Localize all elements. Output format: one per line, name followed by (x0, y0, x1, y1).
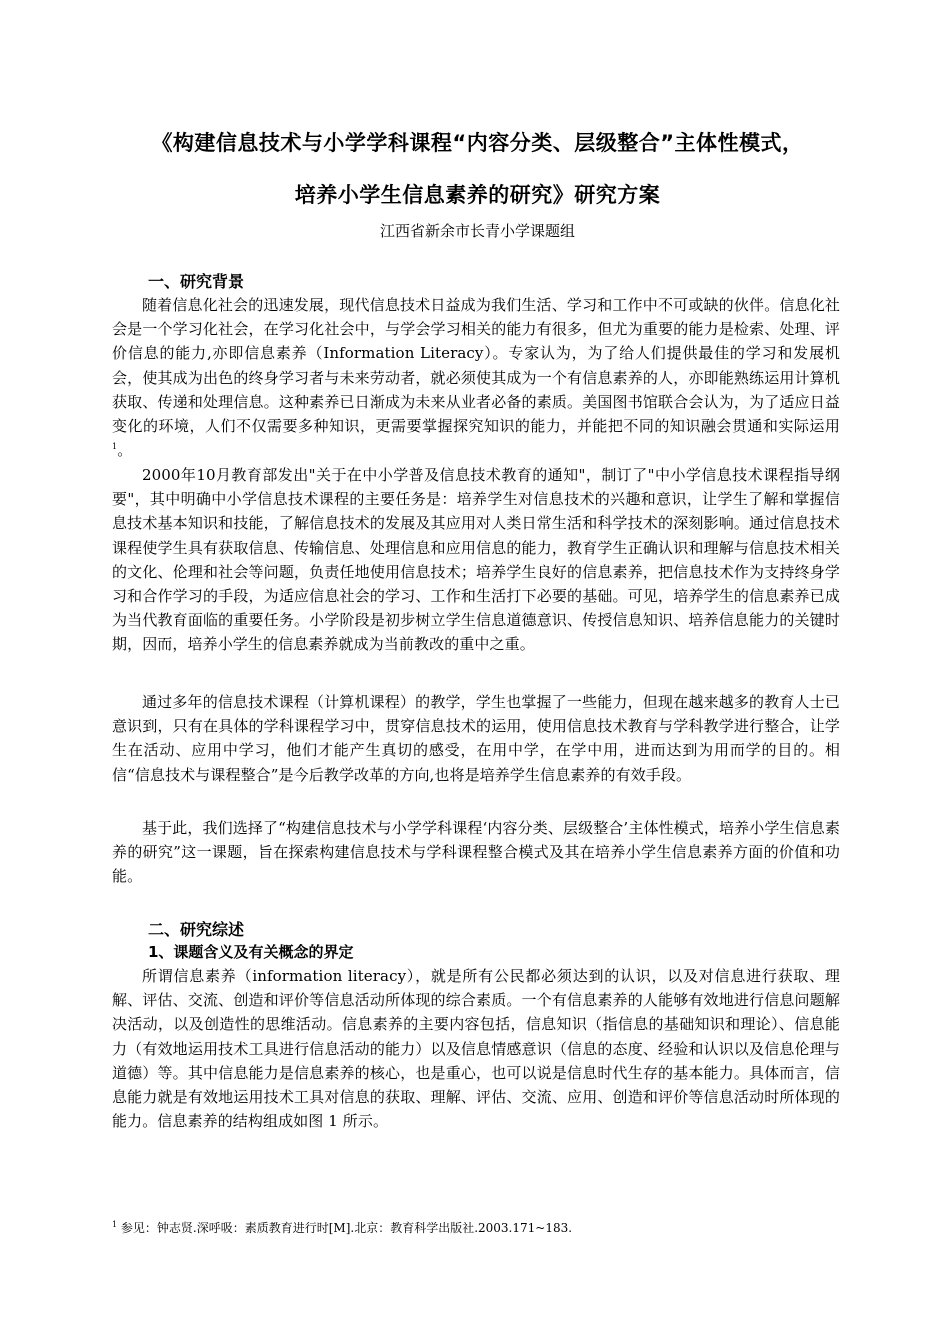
doc-title-line-2: 培养小学生信息素养的研究》研究方案 (294, 183, 661, 207)
doc-author: 江西省新余市长青小学课题组 (379, 222, 575, 240)
footnote-ref[interactable]: 1 (112, 442, 118, 452)
section-heading-background: 一、研究背景 (148, 272, 245, 291)
paragraph-background-4: 基于此，我们选择了“构建信息技术与小学学科课程‘内容分类、层级整合’主体性模式，培养小学生信息素养的研究”这一课题，旨在探索构建信息技术与学科课程整合模式及其在培养小学生信息素养方面的价值和功能。 (112, 819, 840, 886)
footnote-mark: 1 (112, 1220, 118, 1229)
paragraph-review-1: 所谓信息素养（information literacy），就是所有公民都必须达到的认识，以及对信息进行获取、理解、评估、交流、创造和评价等信息活动所体现的综合素质。一个有信息素养的人能够有效地进行信息问题解决活动，以及创造性的思维活动。信息素养的主要内容包括，信息知识（指信息的基础知识和理论）、信息能力（有效地运用技术工具进行信息活动的能力）以及信息情感意识（信息的态度、经验和认识以及信息伦理与道德）等。其中信息能力是信息素养的核心，也是重心，也可以说是信息时代生存的基本能力。具体而言，信息能力就是有效地运用技术工具对信息的获取、理解、评估、交流、应用、创造和评价等信息活动时所体现的能力。信息素养的结构组成如图 1 所示。 (112, 967, 840, 1131)
paragraph-end: 。 (117, 441, 133, 460)
paragraph-background-3: 通过多年的信息技术课程（计算机课程）的教学，学生也掌握了一些能力，但现在越来越多的教育人士已意识到，只有在具体的学科课程学习中，贯穿信息技术的运用，使用信息技术教育与学科教学进行整合，让学生在活动、应用中学习，他们才能产生真切的感受，在用中学，在学中用，进而达到为用而学的目的。相信“信息技术与课程整合”是今后教学改革的方向,也将是培养学生信息素养的有效手段。 (112, 693, 840, 784)
doc-title-line-1: 《构建信息技术与小学学科课程“内容分类、层级整合”主体性模式， (151, 131, 804, 155)
paragraph-background-2: 2000年10月教育部发出"关于在中小学普及信息技术教育的通知"，制订了"中小学信息技术课程指导纲要"，其中明确中小学信息技术课程的主要任务是：培养学生对信息技术的兴趣和意识，让学生了解和掌握信息技术基本知识和技能，了解信息技术的发展及其应用对人类日常生活和科学技术的深刻影响。通过信息技术课程使学生具有获取信息、传输信息、处理信息和应用信息的能力，教育学生正确认识和理解与信息技术相关的文化、伦理和社会等问题，负责任地使用信息技术；培养学生良好的信息素养，把信息技术作为支持终身学习和合作学习的手段，为适应信息社会的学习、工作和生活打下必要的基础。可见，培养学生的信息素养已成为当代教育面临的重要任务。小学阶段是初步树立学生信息道德意识、传授信息知识、培养信息能力的关键时期，因而，培养小学生的信息素养就成为当前教改的重中之重。 (112, 466, 840, 654)
footnote-text: 参见：钟志贤.深呼吸：素质教育进行时[M].北京：教育科学出版社.2003.171~183. (120, 1221, 573, 1235)
footnote-divider (112, 1206, 292, 1207)
paragraph-background-1 (112, 293, 840, 462)
paragraph-text: 随着信息化社会的迅速发展，现代信息技术日益成为我们生活、学习和工作中不可或缺的伙伴。信息化社会是一个学习化社会，在学习化社会中，与学会学习相关的能力有很多，但尤为重要的能力是检索、处理、评价信息的能力,亦即信息素养（Information Literacy）。专家认为，为了给人们提供最佳的学习和发展机会，使其成为出色的终身学习者与未来劳动者，就必须使其成为一个有信息素养的人，亦即能熟练运用计算机获取、传递和处理信息。这种素养已日渐成为未来从业者必备的素质。美国图书馆联合会认为，为了适应日益变化的环境，人们不仅需要多种知识，更需要掌握探究知识的能力，并能把不同的知识融会贯通和实际运用 (112, 296, 840, 436)
subsection-heading-definitions: 1、课题含义及有关概念的界定 (148, 943, 354, 961)
section-heading-review: 二、研究综述 (148, 920, 245, 939)
footnote (112, 1219, 572, 1236)
